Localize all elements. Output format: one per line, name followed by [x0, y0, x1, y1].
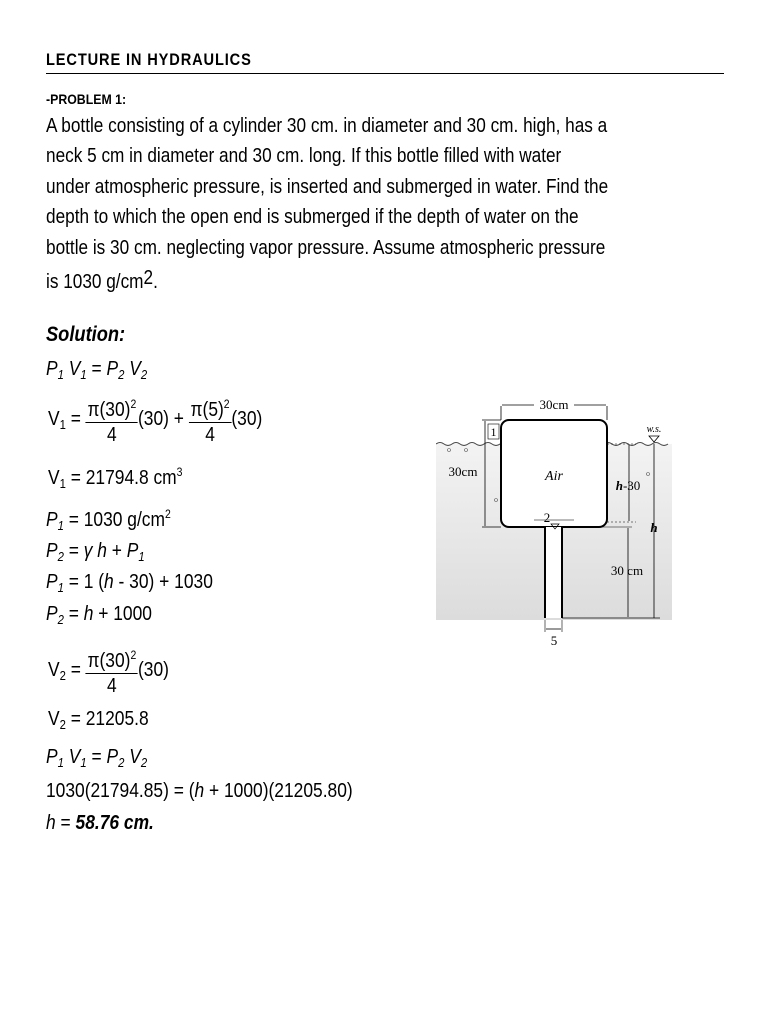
eq-symbol: V [48, 658, 60, 681]
equation-p2-simplified [46, 603, 152, 627]
h-minus-30-label [616, 478, 641, 493]
eq-subscript: 1 [80, 755, 87, 770]
problem-statement [46, 111, 724, 293]
problem-line: bottle is 30 cm. neglecting vapor pressure. Assume atmospheric pressure [46, 236, 606, 259]
minus-30: -30 [622, 478, 641, 493]
page-header: LECTURE IN HYDRAULICS [46, 50, 252, 69]
eq-superscript: 3 [176, 465, 183, 479]
equation-p2-formula [46, 540, 145, 564]
eq-subscript: 1 [57, 518, 64, 533]
eq-symbol: P [106, 746, 119, 768]
problem-line-end: . [153, 270, 158, 293]
eq-superscript: 2 [164, 507, 171, 521]
eq-subscript: 2 [57, 549, 64, 564]
header-rule [46, 73, 724, 74]
eq-subscript: 1 [57, 367, 64, 382]
eq-symbol: V [68, 746, 81, 768]
eq-symbol: P [46, 509, 58, 531]
eq-subscript: 1 [59, 416, 66, 432]
eq-subscript: 2 [59, 667, 66, 683]
eq-symbol: h [92, 540, 107, 562]
eq-sign: = [63, 540, 84, 562]
eq-sign: = [86, 746, 107, 768]
eq-term: = 1 ( [63, 571, 105, 593]
h-label: h [650, 520, 658, 535]
top-dimension-label: 30cm [539, 397, 569, 412]
equation-boyle-1 [46, 358, 147, 382]
point-2-label: 2 [543, 510, 551, 525]
eq-superscript: 2 [223, 397, 230, 411]
eq-symbol: P [46, 358, 58, 380]
fraction [189, 392, 232, 447]
eq-superscript: 2 [130, 648, 137, 662]
eq-sign: + [106, 540, 127, 562]
neck-width-label: 5 [550, 633, 558, 648]
numerator-text: π(30) [87, 650, 131, 672]
point-1-label: 1 [490, 425, 497, 439]
solution-heading: Solution: [46, 323, 126, 346]
equation-v2-formula [48, 643, 169, 698]
eq-symbol: P [106, 358, 119, 380]
equation-substitution [46, 780, 353, 803]
fraction-numerator [189, 392, 232, 423]
problem-line: depth to which the open end is submerged if the depth of water on the [46, 206, 579, 229]
fraction [86, 392, 138, 447]
water-surface-label: w.s. [646, 424, 662, 435]
equation-answer [46, 812, 154, 835]
neck-length-label: 30 cm [610, 563, 644, 578]
eq-symbol: V [48, 407, 60, 430]
eq-symbol: h [194, 780, 205, 802]
ws-triangle-icon [649, 436, 659, 442]
equation-p1-value [46, 507, 171, 533]
eq-term: = 1030 g/cm [63, 509, 165, 531]
eq-symbol: P [46, 571, 58, 593]
problem-line: A bottle consisting of a cylinder 30 cm. in diameter and 30 cm. high, has a [46, 115, 608, 137]
eq-symbol: h [104, 571, 114, 593]
eq-sign: = [70, 658, 81, 681]
eq-term: + 1000 [93, 603, 152, 625]
eq-symbol: P [46, 540, 58, 562]
eq-term: (30) [231, 407, 263, 430]
problem-line: under atmospheric pressure, is inserted and submerged in water. Find the [46, 175, 609, 198]
eq-subscript: 2 [59, 717, 66, 732]
eq-symbol: V [68, 358, 81, 380]
eq-symbol: V [48, 708, 60, 730]
bottle-diagram [436, 392, 676, 652]
eq-sign: = [55, 812, 76, 834]
problem-line-last [46, 263, 629, 293]
equation-boyle-2 [46, 746, 147, 770]
equation-v1-result [48, 465, 182, 491]
eq-symbol: V [129, 746, 141, 768]
problem-line: neck 5 cm in diameter and 30 cm. long. If this bottle filled with water [46, 145, 562, 168]
eq-subscript: 2 [118, 367, 125, 382]
eq-symbol: h [46, 812, 56, 834]
eq-symbol: V [48, 467, 60, 489]
eq-subscript: 1 [59, 476, 66, 491]
eq-term: (30) + [138, 407, 184, 430]
air-label: Air [545, 469, 563, 484]
eq-symbol: P [46, 746, 58, 768]
eq-subscript: 2 [118, 755, 125, 770]
eq-symbol: h [83, 603, 94, 625]
left-dimension-label: 30cm [448, 464, 478, 479]
numerator-text: π(5) [190, 399, 224, 421]
problem-line-text: is 1030 g/cm [46, 270, 144, 293]
fraction-denominator: 4 [107, 675, 117, 697]
eq-subscript: 1 [80, 367, 87, 382]
equation-p1-formula [46, 571, 213, 595]
eq-symbol: P [46, 603, 58, 625]
fraction-denominator: 4 [205, 424, 215, 446]
neck-interior [546, 527, 561, 618]
eq-superscript: 2 [130, 397, 137, 411]
eq-term: = [63, 603, 84, 625]
fraction-denominator: 4 [107, 424, 117, 446]
answer-value: 58.76 cm. [75, 812, 154, 834]
eq-sign: = [70, 407, 81, 430]
eq-term: + 1000)(21205.80) [204, 780, 353, 802]
equation-v1-formula [48, 392, 262, 447]
eq-term: (30) [138, 658, 169, 681]
eq-term: - 30) + 1030 [113, 571, 213, 593]
eq-symbol: P [126, 540, 139, 562]
eq-subscript: 2 [140, 755, 148, 770]
eq-subscript: 2 [140, 367, 148, 382]
eq-symbol: γ [83, 540, 93, 562]
eq-subscript: 1 [57, 755, 64, 770]
eq-term: = 21794.8 cm [65, 467, 177, 489]
fraction-numerator [86, 392, 138, 423]
fraction [86, 643, 138, 698]
numerator-text: π(30) [87, 399, 131, 421]
problem-label: -PROBLEM 1: [46, 91, 127, 107]
fraction-numerator [86, 643, 138, 674]
eq-subscript: 1 [57, 580, 64, 595]
eq-subscript: 2 [57, 612, 64, 627]
eq-subscript: 1 [138, 549, 145, 564]
eq-sign: = [86, 358, 107, 380]
eq-term: = 21205.8 [65, 708, 149, 730]
eq-symbol: V [129, 358, 141, 380]
equation-v2-result [48, 708, 149, 732]
problem-line-sup: 2 [143, 266, 154, 289]
eq-term: 1030(21794.85) = ( [46, 780, 195, 802]
h-symbol: h [615, 478, 623, 493]
